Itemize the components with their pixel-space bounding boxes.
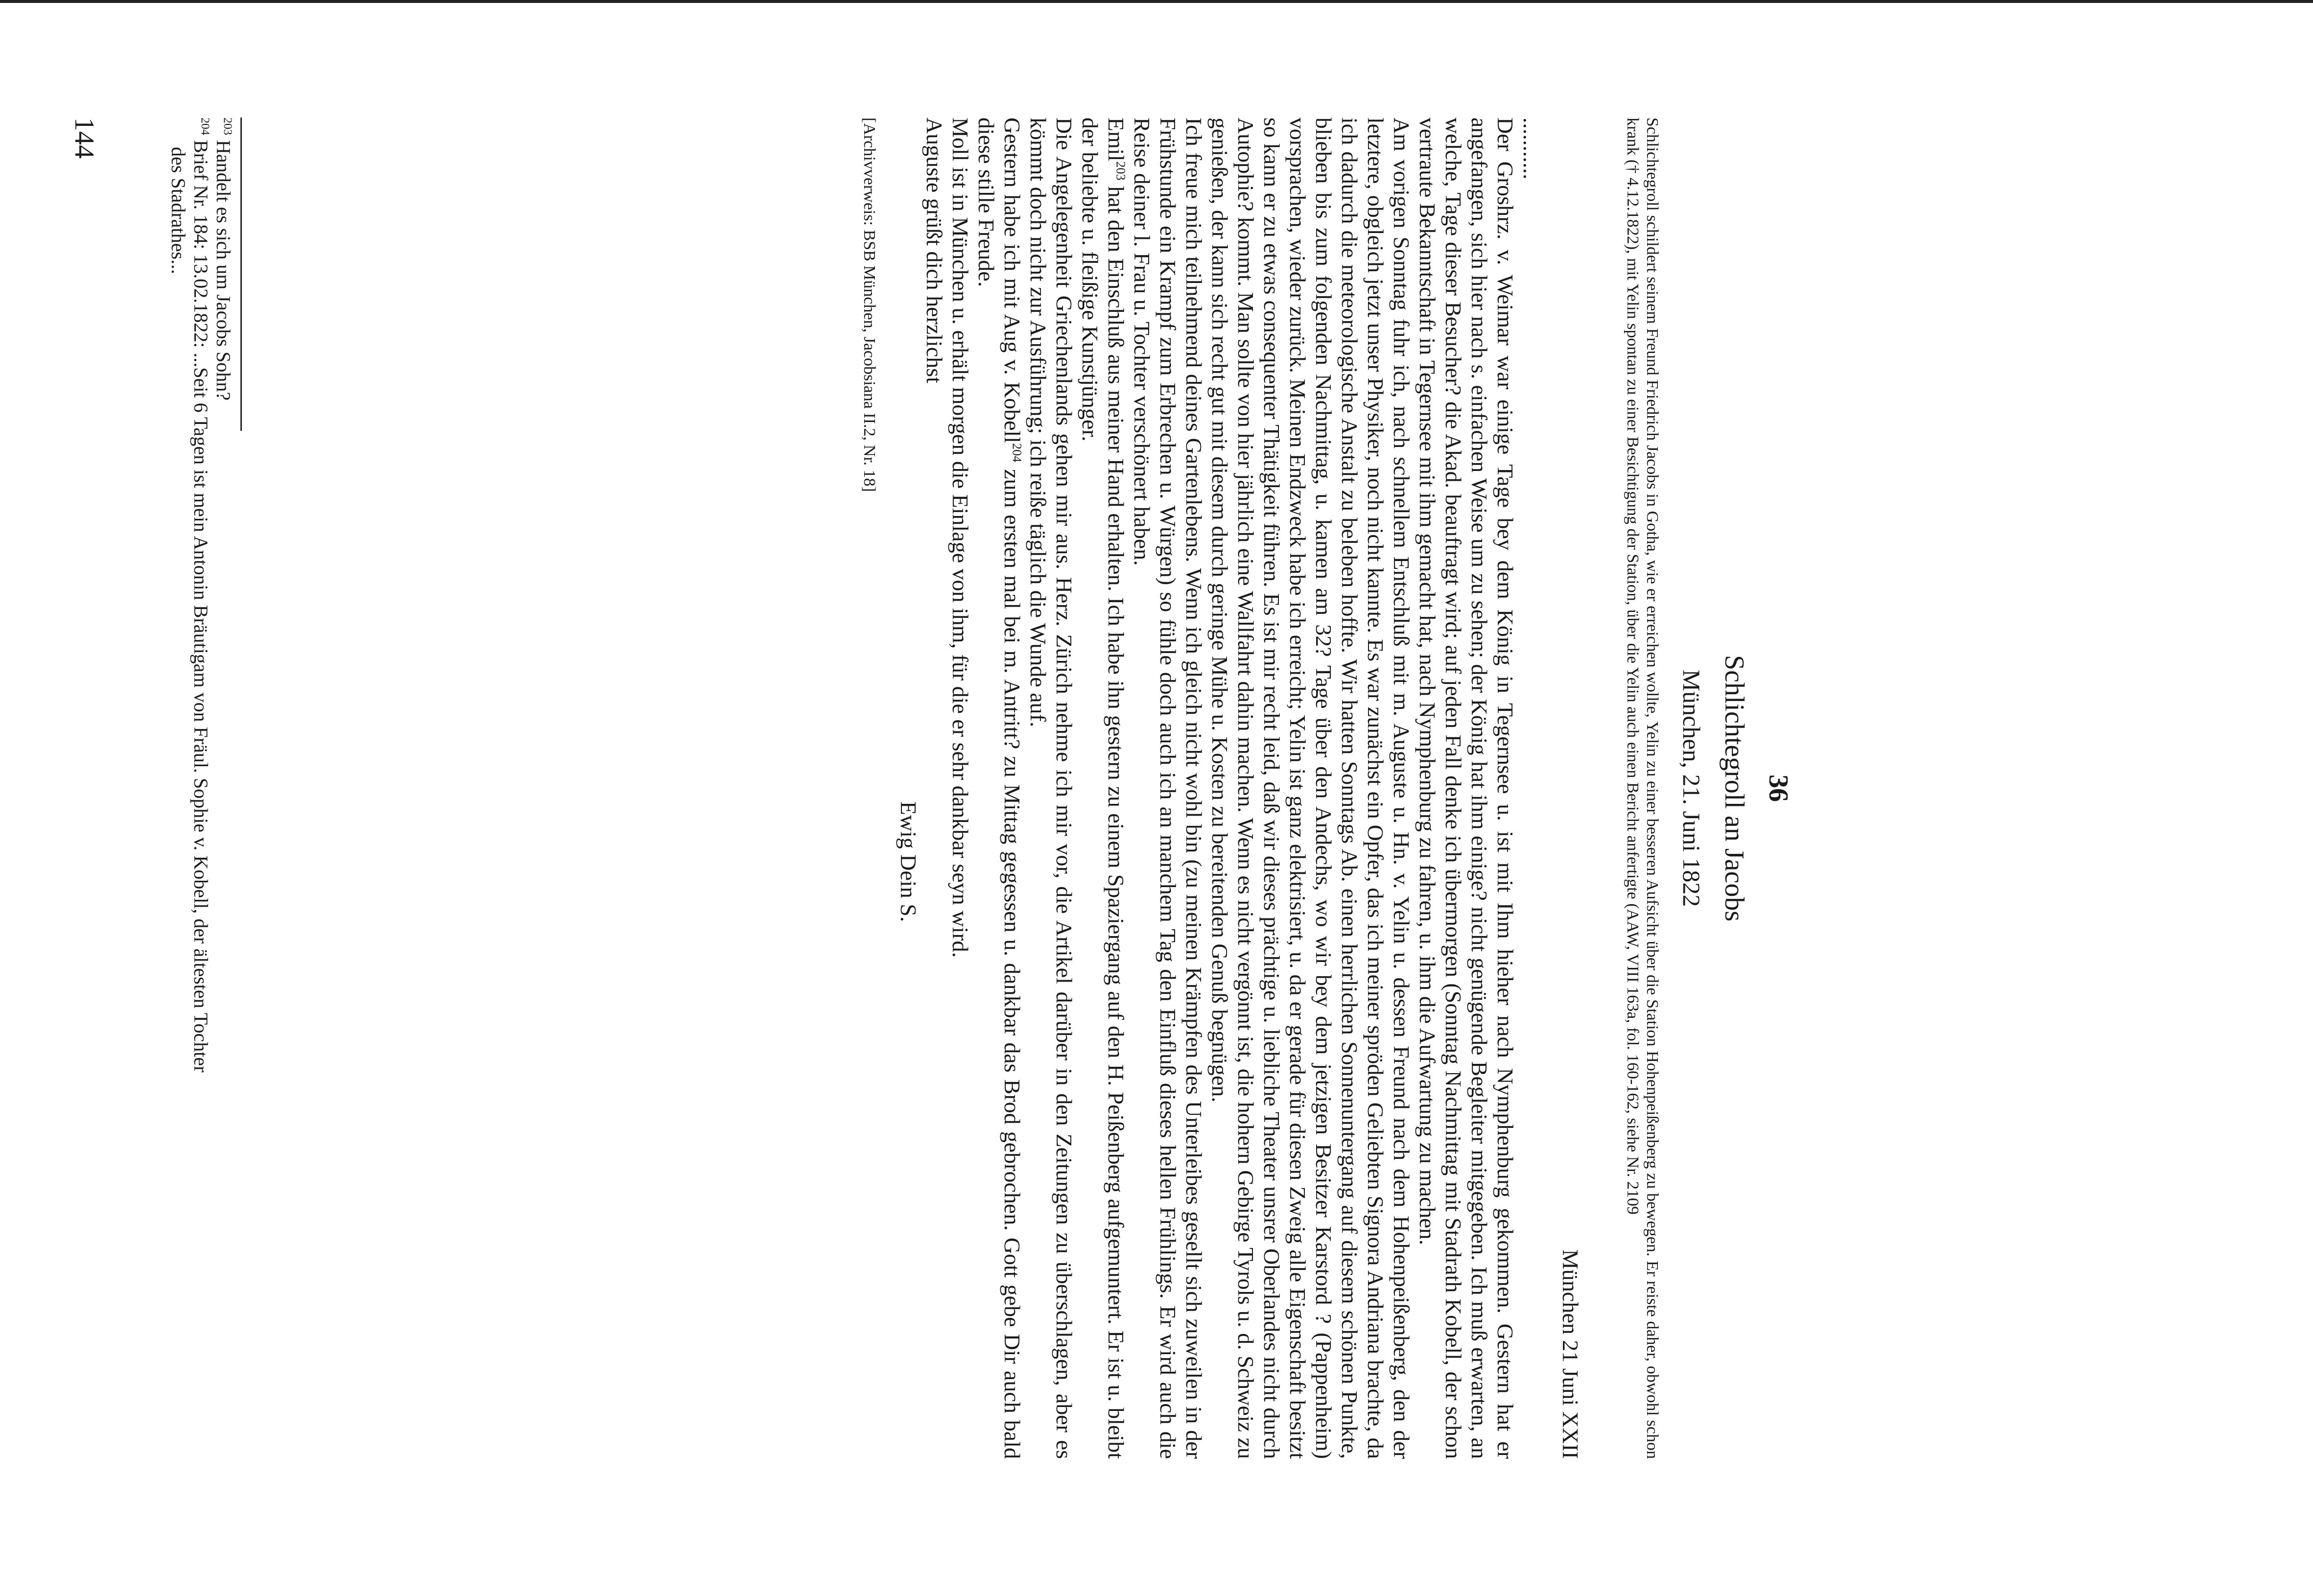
footnote-203 — [212, 117, 235, 1527]
footnote-ref-203[interactable]: 203 — [1113, 161, 1128, 181]
letter-place-date: München 21 Juni XXII — [1558, 1249, 1583, 1459]
signature: Ewig Dein S. — [896, 801, 921, 922]
footnote-num-204: 204 — [198, 117, 212, 135]
footnotes — [167, 117, 235, 1527]
footnote-num-203: 203 — [221, 117, 234, 135]
kobell-pre: Gestern habe ich mit Aug v. Kobell — [1000, 117, 1025, 444]
footnote-text-204: Brief Nr. 184: 13.02.1822: ...Seit 6 Tagen ist mein Antonin Bräutigam von Fräul. Sophie v. Kobell, der ältesten Tochter — [190, 135, 212, 1073]
letter-title: Schlichtegroll an Jacobs — [1719, 655, 1749, 922]
page-number: 144 — [69, 117, 99, 159]
footnote-text-203: Handelt es sich um Jacobs Sohn? — [212, 135, 235, 401]
omission-dots: ........... — [1519, 117, 1544, 180]
paragraph-garden: Ich freue mich teilnehmend deines Gartenlebens. Wenn ich gleich nicht wohl bin (zu meinen Krämpfen des Unterleibes gesellt sich zuweilen in der Frühstunde ein Krampf zum Erbrechen u. Würgen) so fühle doch auch ich an manchem Tag den Einfluß dieses hellen Frühlings. Er wird auch die Reise deiner l. Frau u. Tochter verschönert haben. — [1130, 117, 1206, 1459]
paragraph-weimar: Der Groshrz. v. Weimar war einige Tage bey dem König in Tegernsee u. ist mit Ihm hieher nach Nymphenburg gekommen. Gestern hat er angefangen, sich hier nach s. einfachen Weise um zu sehen; der König hat ihm einige? nicht genügende Begleiter mitgegeben. Ich muß erwarten, an welche, Tage dieser Besucher? die Akad. beauftragt wird; auf jeden Fall denke ich übermorgen (Sonntag Nachmittag mit Stadrath Kobell, der schon vertraute Bekanntschaft in Tegernsee mit ihm gemacht hat, nach Nymphenburg zu fahren, u. ihm die Aufwartung zu machen. — [1415, 117, 1518, 1459]
paragraph-moll: Moll ist in München u. erhält morgen die Einlage von ihm, für die er sehr dankbar seyn wird. — [948, 117, 973, 958]
letter-number: 36 — [1763, 775, 1794, 802]
paragraph-auguste: Auguste grüßt dich herzlichst — [922, 117, 947, 383]
paragraph-greece: Die Angelegenheit Griechenlands gehen mir aus. Herz. Zürich nehme ich mir vor, die Artikel darüber in den Zeitungen zu überschlagen, aber es kömmt doch nicht zur Ausführung; ich reiße täglich die Wunde auf. — [1026, 117, 1077, 1459]
footnote-204 — [189, 117, 212, 1527]
paragraph-emil — [1077, 117, 1129, 1459]
paragraph-kobell — [973, 117, 1025, 1459]
emil-name: Emil — [1104, 117, 1129, 162]
editorial-summary: Schlichtegroll schildert seinem Freund Friedrich Jacobs in Gotha, wie er erreichen wollte, Yelin zu einer besseren Aufsicht über die Station Hohenpeißenberg zu bewegen. Er reiste daher, obwohl schon krank († 4.12.1822), mit Yelin spontan zu einer Besichtigung der Station, über die Yelin auch einen Bericht anfertigte (AAW, VIII 163a, fol. 160-162, siehe Nr. 2109 — [1624, 117, 1661, 1459]
kobell-post: zum ersten mal bei m. Antritt? zu Mittag gegessen u. dankbar das Brod gebrochen. Gott gebe Dir auch bald diese stille Freude. — [974, 117, 1025, 1459]
emil-text: hat den Einschluß aus meiner Hand erhalten. Ich habe ihn gestern zu einem Spaziergang auf den H. Peißenberg aufgemuntert. Er ist u. bleibt der beliebte u. fleißige Kunstjünger. — [1078, 117, 1129, 1459]
footnote-204-continuation: des Stadrathes... — [167, 147, 189, 274]
document-page — [0, 59, 2313, 1518]
letter-body — [896, 117, 1544, 1459]
paragraph-hohenpeissenberg: Am vorigen Sonntag fuhr ich, nach schnellem Entschluß mit m. Auguste u. Hn. v. Yelin u. dessen Freund nach dem Hohenpeißenberg, den der letztere, obgleich jetzt unser Physiker, noch nicht kannte. Es war zunächst ein Opfer, das ich meiner spröden Geliebten Signora Andriana brachte, da ich dadurch die meteorologische Anstalt zu beleben hoffte. Wir hatten Sonntags Ab. einen herrlichen Sonnenuntergang auf diesem schönen Punkte, blieben bis zum folgenden Nachmittag, u. kamen am 32? Tage über den Andechs, wo wir bey dem jetzigen Besitzer Karstord ? (Pappenheim) vorsprachen, wieder zurück. Meinen Endzweck habe ich erreicht; Yelin ist ganz elektrisiert, u. da er gerade für diesen Zweig alle Eigenschaft besitzt so kann er zu etwas consequenter Thätigkeit führen. Es ist mir recht leid, daß wir dieses prächtige u. liebliche Theater unsrer Oberlandes nicht durch Autophie? kommt. Man sollte von hier jährlich eine Wallfahrt dahin machen. Wenn es nicht vergönnt ist, die hohern Gebirge Tyrols u. d. Schweiz zu genießen, der kann sich recht gut mit diesem durch geringe Mühe u. Kosten zu bereitenden Genuß begnügen. — [1207, 117, 1414, 1459]
footnote-ref-204[interactable]: 204 — [1010, 443, 1024, 463]
archive-reference: [Archivverweis: BSB München, Jacobsiana II.2, Nr. 18] — [860, 117, 878, 492]
letter-date: München, 21. Juni 1822 — [1678, 669, 1705, 907]
footnote-rule — [240, 117, 242, 431]
